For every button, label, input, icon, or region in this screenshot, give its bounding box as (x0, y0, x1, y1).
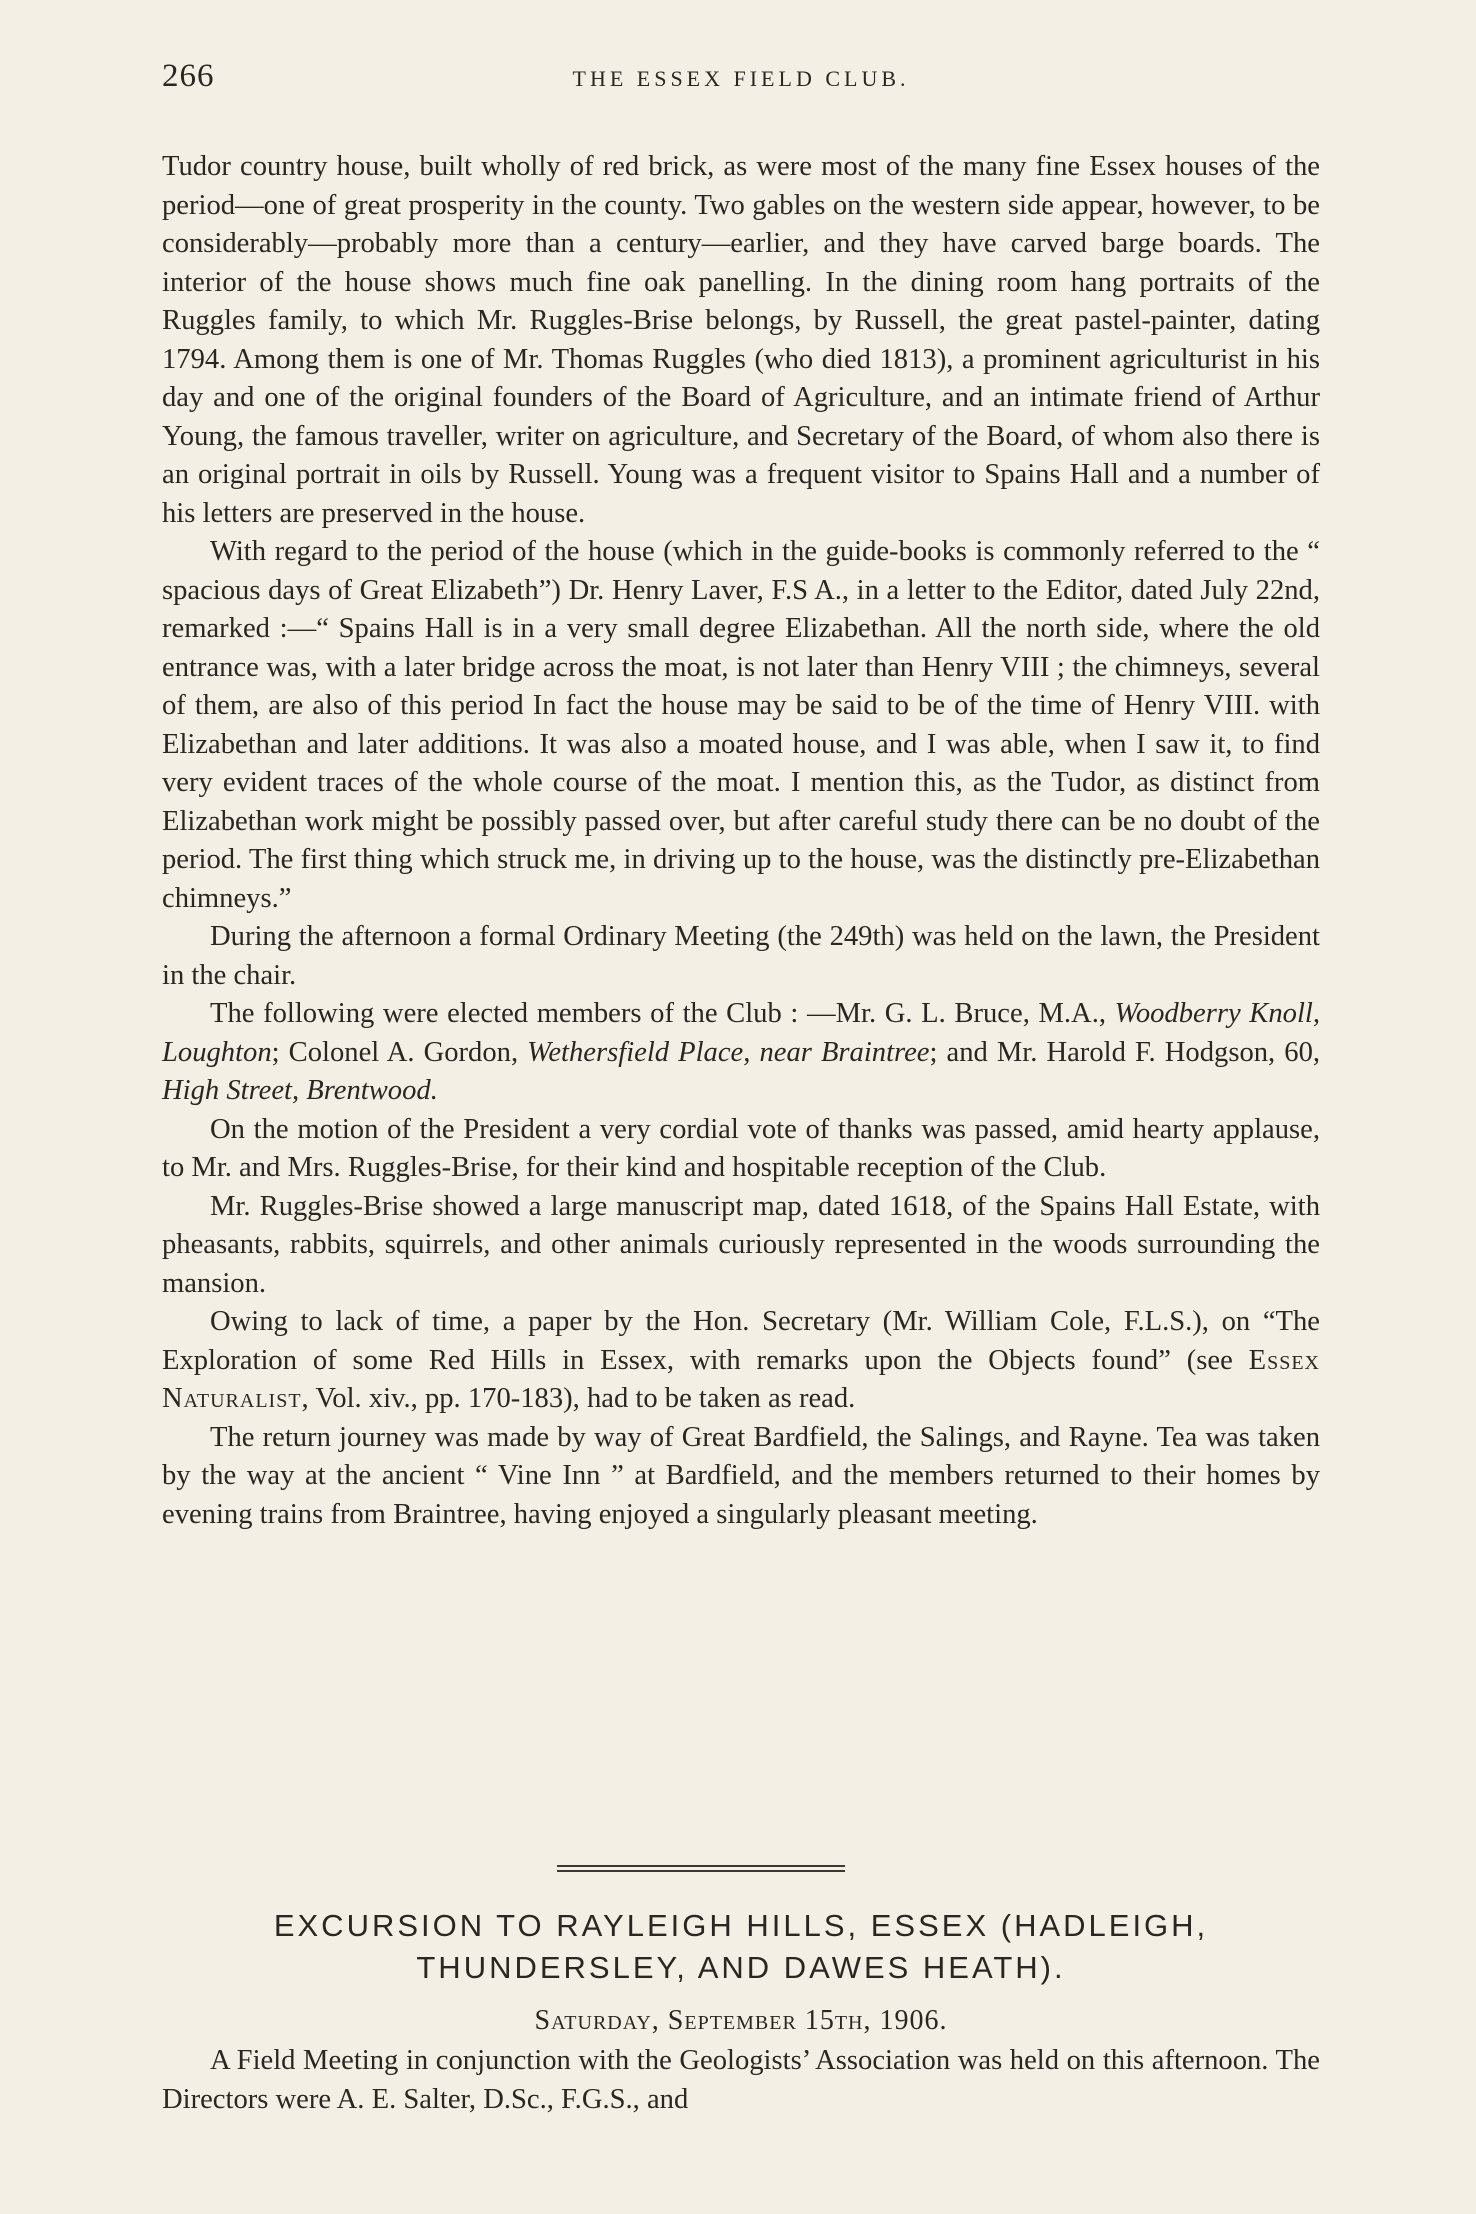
running-head (162, 58, 1320, 102)
elected-members-text: The following were elected members of the Club : —Mr. G. L. Bruce, M.A., (210, 998, 1115, 1029)
elected-members-text-3: ; and Mr. Harold F. Hodgson, 60, (929, 1036, 1321, 1068)
paragraph-elected-members (162, 995, 1320, 1111)
excursion-date: Saturday, September 15th, 1906. (534, 2005, 948, 2036)
red-hills-text-end: , Vol. xiv., pp. 170-183), had to be taken as read. (301, 1383, 856, 1414)
journal-reference: Essex Naturalist (162, 1344, 1320, 1414)
paragraph-red-hills-paper (162, 1303, 1320, 1419)
address-gordon: Wethersfield Place, near Braintree (527, 1036, 930, 1068)
address-bruce: Woodberry Knoll, Loughton (162, 998, 1320, 1068)
section-heading-line-2: THUNDERSLEY, AND DAWES HEATH). (416, 1950, 1066, 1985)
article-body (162, 148, 1320, 1534)
section-heading-line-1: EXCURSION TO RAYLEIGH HILLS, ESSEX (HADLEIGH, (273, 1908, 1209, 1943)
red-hills-text: Owing to lack of time, a paper by the Hon. Secretary (Mr. William Cole, F.L.S.), on “The Exploration of some Red Hills in Essex, with remarks upon the Objects found” (see (162, 1306, 1320, 1376)
paragraph-vote-of-thanks: On the motion of the President a very cordial vote of thanks was passed, amid hearty applause, to Mr. and Mrs. Ruggles-Brise, for their kind and hospitable reception of the Club. (162, 1113, 1320, 1183)
journal-title: THE ESSEX FIELD CLUB. (572, 66, 910, 91)
paragraph-ordinary-meeting: During the afternoon a formal Ordinary Meeting (the 249th) was held on the lawn, the President in the chair. (162, 921, 1320, 991)
elected-members-text-2: ; Colonel A. Gordon, (271, 1036, 528, 1068)
paragraph-return-journey: The return journey was made by way of Great Bardfield, the Salings, and Rayne. Tea was taken by the way at the ancient “ Vine Inn ” at Bardfield, and the members returned to their homes by evening trains from Braintree, having enjoyed a singularly pleasant meeting. (162, 1421, 1320, 1530)
paragraph-laver-letter: With regard to the period of the house (which in the guide-books is commonly referred to the “ spacious days of Great Elizabeth”) Dr. Henry Laver, F.S A., in a letter to the Editor, dated July 22nd, remarked :—“ Spains Hall is in a very small degree Elizabethan. All the north side, where the old entrance was, with a later bridge across the moat, is not later than Henry VIII ; the chimneys, several of them, are also of this period In fact the house may be said to be of the time of Henry VIII. with Elizabethan and later additions. It was also a moated house, and I was able, when I saw it, to find very evident traces of the whole course of the moat. I mention this, as the Tudor, as distinct from Elizabethan work might be possibly passed over, but after careful study there can be no doubt of the period. The first thing which struck me, in driving up to the house, was the distinctly pre-Elizabethan chimneys.” (162, 536, 1320, 914)
excursion-intro (162, 2042, 1320, 2119)
section-heading (162, 1905, 1320, 1989)
paragraph-spains-hall-description: Tudor country house, built wholly of red brick, as were most of the many fine Essex houses of the period—one of great prosperity in the county. Two gables on the western side appear, however, to be considerably—probably more than a century—earlier, and they have carved barge boards. The interior of the house shows much fine oak panelling. In the dining room hang portraits of the Ruggles family, to which Mr. Ruggles-Brise belongs, by Russell, the great pastel-painter, dating 1794. Among them is one of Mr. Thomas Ruggles (who died 1813), a prominent agriculturist in his day and one of the original founders of the Board of Agriculture, and an intimate friend of Arthur Young, the famous traveller, writer on agriculture, and Secretary of the Board, of whom also there is an original portrait in oils by Russell. Young was a frequent visitor to Spains Hall and a number of his letters are preserved in the house. (162, 151, 1320, 529)
paragraph-manuscript-map: Mr. Ruggles-Brise showed a large manuscript map, dated 1618, of the Spains Hall Estate, with pheasants, rabbits, squirrels, and other animals curiously represented in the woods surrounding the mansion. (162, 1190, 1320, 1299)
page-number: 266 (162, 58, 215, 94)
section-divider-rule (557, 1865, 845, 1872)
address-hodgson: High Street, Brentwood. (162, 1075, 438, 1106)
paragraph-field-meeting: A Field Meeting in conjunction with the Geologists’ Association was held on this afternoon. The Directors were A. E. Salter, D.Sc., F.G.S., and (162, 2045, 1320, 2115)
